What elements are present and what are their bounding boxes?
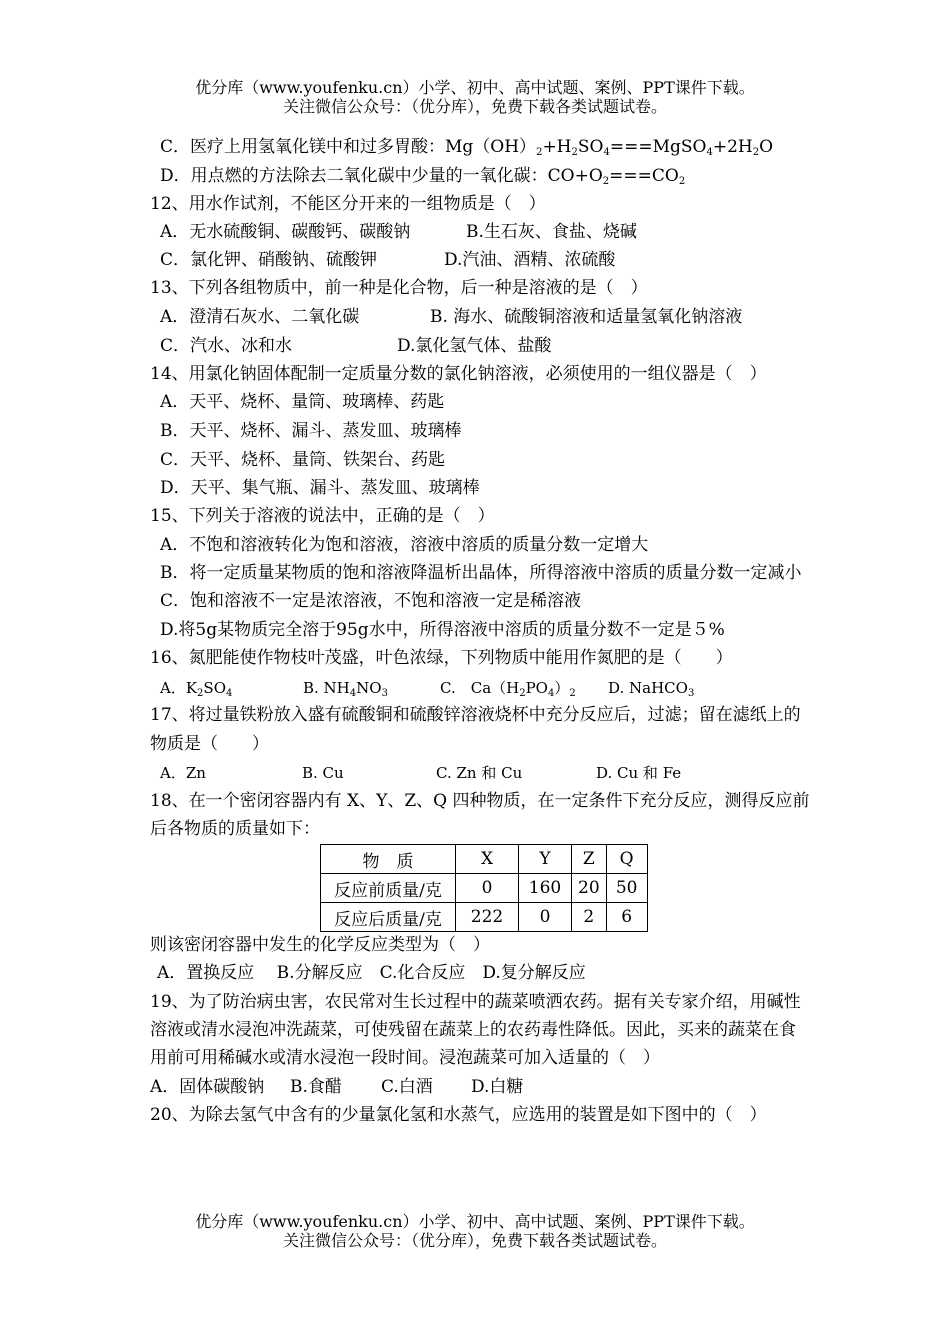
q16-options — [160, 677, 694, 699]
table-cell: 反应后质量/克 — [321, 903, 456, 932]
table-header-cell: Z — [572, 845, 607, 874]
q12-stem: 12、用水作试剂，不能区分开来的一组物质是（ ） — [150, 194, 546, 214]
q17-option-d: D. Cu 和 Fe — [596, 764, 682, 782]
q13-option-a: A．澄清石灰水、二氧化碳 — [160, 307, 360, 327]
q14-option-d: D．天平、集气瓶、漏斗、蒸发皿、玻璃棒 — [160, 478, 480, 498]
table-header-cell: 物 质 — [321, 845, 456, 874]
q11-option-c: C．医疗上用氢氧化镁中和过多胃酸：$Mg(OH)_2+H_2SO_4===MgSO_4+2H_2O$ — [160, 137, 774, 158]
table-cell: 反应前质量/克 — [321, 874, 456, 903]
q17-option-a: A．Zn — [160, 764, 206, 782]
q15-option-d: D.将5g某物质完全溶于95g水中，所得溶液中溶质的质量分数不一定是５% — [160, 620, 725, 640]
mass-table — [320, 844, 648, 932]
q18-stem-line-2: 后各物质的质量如下： — [150, 819, 320, 839]
table-cell: 222 — [456, 903, 519, 932]
q19-option-b: B.食醋 — [290, 1077, 342, 1097]
q19-stem-line-1: 19、为了防治病虫害，农民常对生长过程中的蔬菜喷洒农药。据有关专家介绍，用碱性 — [150, 992, 801, 1012]
q17-option-c: C. Zn 和 Cu — [436, 764, 523, 782]
q19-option-a: A．固体碳酸钠 — [150, 1077, 265, 1097]
footer-line-1: 优分库（www.youfenku.cn）小学、初中、高中试题、案例、PPT课件下载。 — [195, 1212, 755, 1231]
q12-option-c: C．氯化钾、硝酸钠、硫酸钾 — [160, 250, 378, 270]
table-header-cell: Y — [519, 845, 572, 874]
q12-options-cd — [160, 249, 615, 271]
table-cell: 50 — [606, 874, 647, 903]
q14-option-b: B．天平、烧杯、漏斗、蒸发皿、玻璃棒 — [160, 421, 462, 441]
q13-stem: 13、下列各组物质中，前一种是化合物，后一种是溶液的是（ ） — [150, 278, 648, 298]
q18-stem-line-1: 18、在一个密闭容器内有 X、Y、Z、Q 四种物质，在一定条件下充分反应，测得反应前 — [150, 791, 810, 811]
q12-options-ab — [160, 221, 637, 243]
q20-stem: 20、为除去氢气中含有的少量氯化氢和水蒸气，应选用的装置是如下图中的（ ） — [150, 1105, 767, 1125]
q19-option-c: C.白酒 — [381, 1077, 433, 1097]
q16-option-c: C. $Ca(H_2PO_4)_2$ — [440, 679, 576, 699]
table-header-cell: X — [456, 845, 519, 874]
q13-option-d: D.氯化氢气体、盐酸 — [397, 336, 552, 356]
table-header-row — [321, 845, 648, 874]
q14-stem: 14、用氯化钠固体配制一定质量分数的氯化钠溶液，必须使用的一组仪器是（ ） — [150, 364, 767, 384]
table-cell: 20 — [572, 874, 607, 903]
q19-option-d: D.白糖 — [471, 1077, 524, 1097]
table-cell: 0 — [519, 903, 572, 932]
q13-options-ab — [160, 306, 742, 328]
table-row — [321, 903, 648, 932]
q11-option-d: D．用点燃的方法除去二氧化碳中少量的一氧化碳：$CO+O_2===CO_2$ — [160, 166, 686, 187]
q13-option-c: C．汽水、冰和水 — [160, 336, 293, 356]
q19-stem-line-3: 用前可用稀碱水或清水浸泡一段时间。浸泡蔬菜可加入适量的（ ） — [150, 1048, 660, 1068]
q16-option-a: A．$K_2SO_4$ — [160, 679, 233, 699]
header-line-1: 优分库（www.youfenku.cn）小学、初中、高中试题、案例、PPT课件下载。 — [195, 78, 755, 97]
q15-option-a: A．不饱和溶液转化为饱和溶液，溶液中溶质的质量分数一定增大 — [160, 535, 649, 555]
q17-options — [160, 762, 681, 784]
q12-option-a: A．无水硫酸铜、碳酸钙、碳酸钠 — [160, 222, 411, 242]
header-line-2: 关注微信公众号：（优分库），免费下载各类试题试卷。 — [282, 97, 667, 116]
q14-option-c: C．天平、烧杯、量筒、铁架台、药匙 — [160, 450, 446, 470]
table-row — [321, 874, 648, 903]
q12-option-b: B.生石灰、食盐、烧碱 — [466, 222, 637, 242]
table-cell: 0 — [456, 874, 519, 903]
q16-option-b: B. $NH_4NO_3$ — [303, 679, 388, 699]
q17-stem-line-1: 17、将过量铁粉放入盛有硫酸铜和硫酸锌溶液烧杯中充分反应后，过滤；留在滤纸上的 — [150, 705, 801, 725]
table-cell: 160 — [519, 874, 572, 903]
q14-option-a: A．天平、烧杯、量筒、玻璃棒、药匙 — [160, 392, 445, 412]
q19-stem-line-2: 溶液或清水浸泡冲洗蔬菜，可使残留在蔬菜上的农药毒性降低。因此，买来的蔬菜在食 — [150, 1020, 796, 1040]
q17-option-b: B. Cu — [302, 764, 344, 782]
q17-stem-line-2: 物质是（ ） — [150, 734, 269, 754]
q13-options-cd — [160, 335, 551, 357]
q18-question: 则该密闭容器中发生的化学反应类型为（ ） — [150, 935, 490, 955]
q18-options: A．置换反应 B.分解反应 C.化合反应 D.复分解反应 — [157, 963, 586, 983]
q15-option-b: B．将一定质量某物质的饱和溶液降温析出晶体，所得溶液中溶质的质量分数一定减小 — [160, 563, 802, 583]
table-cell: 6 — [606, 903, 647, 932]
footer-line-2: 关注微信公众号：（优分库），免费下载各类试题试卷。 — [282, 1231, 667, 1250]
q19-options — [150, 1076, 523, 1098]
q15-stem: 15、下列关于溶液的说法中，正确的是（ ） — [150, 506, 495, 526]
q12-option-d: D.汽油、酒精、浓硫酸 — [444, 250, 616, 270]
q13-option-b: B. 海水、硫酸铜溶液和适量氢氧化钠溶液 — [430, 307, 743, 327]
table-cell: 2 — [572, 903, 607, 932]
q16-stem: 16、氮肥能使作物枝叶茂盛，叶色浓绿，下列物质中能用作氮肥的是（ ） — [150, 648, 733, 668]
table-header-cell: Q — [606, 845, 647, 874]
q15-option-c: C．饱和溶液不一定是浓溶液，不饱和溶液一定是稀溶液 — [160, 591, 582, 611]
q16-option-d: D. NaHCO$_3$ — [608, 679, 695, 699]
